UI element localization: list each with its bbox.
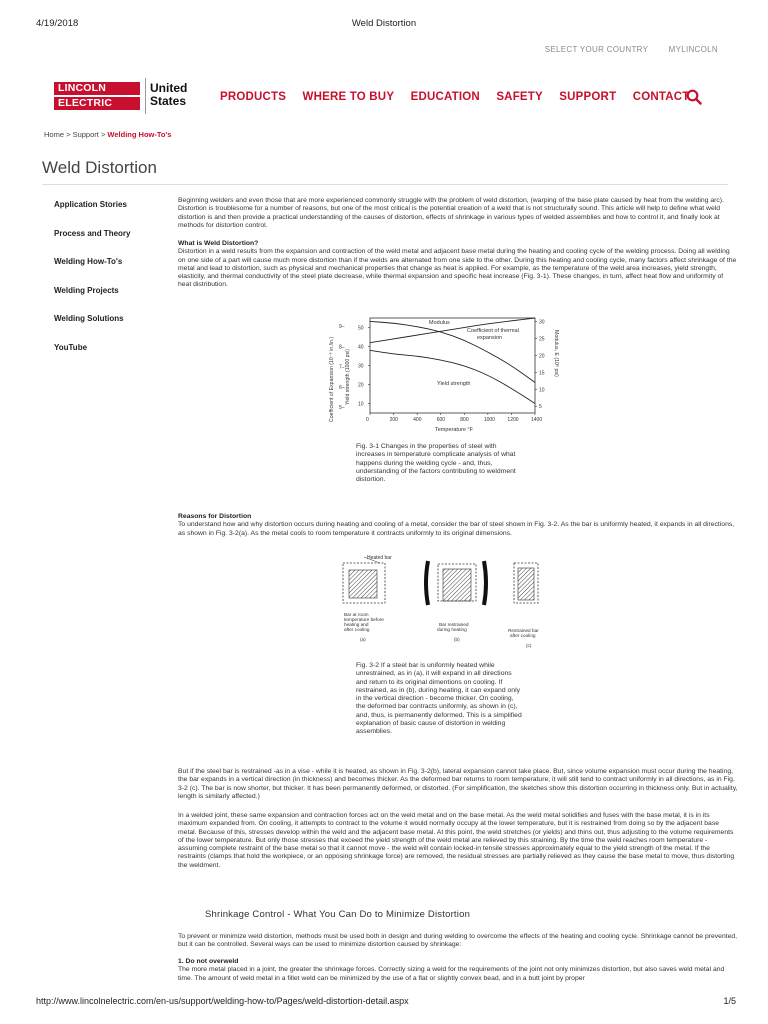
svg-text:during heating: during heating [437, 627, 467, 632]
nav-contact[interactable]: CONTACT [632, 91, 690, 103]
utility-bar [527, 45, 718, 54]
left-axis-2-tick-label: 40 [358, 344, 364, 351]
x-axis-ticks [366, 413, 542, 423]
print-url: http://www.lincolnelectric.com/en-us/support/welding-how-to/Pages/weld-distortion-detail.aspx [36, 996, 409, 1006]
sidebar-item-youtube[interactable]: YouTube [54, 342, 88, 352]
reasons-heading: Reasons for Distortion [178, 513, 252, 520]
what-is-heading: What is Weld Distortion? [178, 240, 259, 247]
right-axis-tick-label: 10 [539, 387, 545, 394]
search-icon[interactable] [686, 89, 702, 105]
right-axis-tick-label: 25 [539, 336, 545, 343]
label-modulus: Modulus [429, 320, 450, 326]
right-axis-tick-label: 30 [539, 319, 545, 326]
welded-joint-paragraph: In a welded joint, these same expansion and contraction forces act on the weld metal and on the base metal. As the weld metal solidifies and fuses with the base metal, it is in its maximum expanded from. On cooling, it attempts to contract to the volume it would normally occupy at the lower temperature, but it is restrained from doing so by the adjacent base metal. Because of this, stresses develop within the weld and the adjacent base metal. At this point, the weld stretches (or yields) and thins out, thus adjusting to the volume requirements of the lower temperature. But only those stresses that exceed the yield strength of the weld metal are relieved by this straining. By the time the weld reaches room temperature - assuming complete restraint of the base metal so that it cannot move - the weld will contain locked-in tensile stresses approximately equal to the yield strength of the metal. If the restraints (clamps that hold the workpiece, or an opposing shrinkage force) are removed, the residual stresses are partially relieved as they cause the base metal to move, thus distorting the weldment. [178, 812, 735, 869]
x-tick-label: 1000 [483, 417, 495, 423]
intro-paragraph: Beginning welders and even those that are more experienced commonly struggle with the problem of weld distortion, (warping of the base plate caused by heat from the welding arc). Distortion is troublesome for a number of reasons, but one of the most critical is the potential creation of a weld that is not structurally sound. This article will help to define what weld distortion is and then provide a practical understanding of the causes of distortion, effects of shrinkage in various types of welded assemblies and how to control it, and finally look at methods for distortion control. [178, 197, 724, 229]
print-title: Weld Distortion [351, 18, 417, 29]
left-axis-1-tick-label: 8– [339, 344, 345, 351]
label-yield: Yield strength [437, 381, 471, 387]
right-axis-ticks [535, 319, 545, 410]
restrained-paragraph: But if the steel bar is restrained -as in a vise - while it is heated, as shown in Fig. 3-2(b), lateral expansion cannot take place. But, since volume expansion must occur during the heating, the bar expands in a vertical direction (in thickness) and becomes thicker. As the deformed bar returns to room temperature, it will still tend to contract uniformly in all directions, as in Fig. 3-2 (c). The bar is now shorter, but thicker. It has been permanently deformed, or distorted. (For simplification, the sketches show this distortion occurring in thickness only. But in actuality, length is similarly affected.) [178, 768, 738, 800]
bar-c [508, 563, 539, 648]
logo-line-2: ELECTRIC [54, 97, 140, 110]
y-label-left-2: Yield strength (1000 psi) [345, 348, 351, 405]
left-axis-1-tick-label: 9– [339, 324, 345, 330]
svg-text:after cooling: after cooling [510, 633, 536, 638]
logo-line-1: LINCOLN [54, 82, 140, 95]
page-title: Weld Distortion [42, 158, 157, 177]
x-tick-label: 800 [460, 417, 469, 423]
svg-text:Bar at room: Bar at room [344, 612, 369, 617]
left-axis-1-tick-label: 6– [339, 384, 345, 391]
mylincoln-link[interactable]: MYLINCOLN [668, 45, 718, 54]
nav-support[interactable]: SUPPORT [559, 91, 617, 103]
item-1-text: The more metal placed in a joint, the greater the shrinkage forces. Correctly sizing a weld for the requirements of the joint not only minimizes distortion, but also saves weld metal and time. The amount of weld metal in a fillet weld can be minimized by the use of a flat or slightly convex bead, and in a butt joint by proper [178, 966, 725, 982]
sidebar [54, 200, 164, 371]
select-country-link[interactable]: SELECT YOUR COUNTRY [544, 45, 649, 54]
fig-3-1-chart [325, 310, 560, 434]
svg-text:heating and: heating and [344, 622, 369, 627]
left-axis-1-tick-label: 7– [339, 364, 345, 371]
x-axis-label: Temperature °F [435, 427, 473, 433]
print-page-number: 1/5 [723, 996, 736, 1006]
svg-text:temperature before: temperature before [344, 617, 384, 622]
svg-text:(a): (a) [360, 637, 366, 642]
lincoln-electric-logo[interactable] [54, 82, 140, 110]
bar-b [426, 561, 486, 642]
breadcrumb-support[interactable]: Support [72, 130, 99, 139]
svg-text:(c): (c) [526, 643, 532, 648]
label-coef: Coefficient of thermal [467, 328, 519, 334]
fig-3-2-caption: Fig. 3-2 If a steel bar is uniformly heated while unrestrained, as in (a), it will expand in all directions and return to its original dimentions on cooling. If restrained, as in (b), during heating, it can expand only in the vertical direction - become thicker. On cooling, the deformed bar contracts uniformly, as shown in (c), and, thus, is permanently deformed. This is a simplified explanation of basic cause of distortion in welding assemblies. [356, 662, 522, 736]
breadcrumb: Home > Support > Welding How-To's [44, 130, 172, 139]
left-axis-1-tick-label: 5– [339, 405, 345, 411]
right-axis-tick-label: 20 [539, 353, 545, 360]
nav-safety[interactable]: SAFETY [496, 91, 543, 103]
country-label[interactable]: United States [150, 81, 188, 108]
x-tick-label: 200 [389, 417, 398, 423]
left-axis-1-ticks [339, 324, 345, 411]
y-label-right: Modulus, E (10⁶ psi) [553, 330, 559, 377]
svg-text:Bar restrained: Bar restrained [439, 622, 469, 627]
x-tick-label: 400 [413, 417, 422, 423]
fig-3-1-caption: Fig. 3-1 Changes in the properties of steel with increases in temperature complicate analysis of what happens during the welding cycle - and, thus, understanding of the factors contributing to weldment distortion. [356, 443, 516, 484]
sidebar-item-welding-projects[interactable]: Welding Projects [54, 285, 119, 295]
breadcrumb-home[interactable]: Home [44, 130, 65, 139]
what-is-section [178, 240, 738, 290]
x-tick-label: 1400 [531, 417, 543, 423]
left-axis-2-ticks [358, 326, 370, 408]
x-tick-label: 0 [366, 417, 369, 423]
breadcrumb-current[interactable]: Welding How-To's [107, 130, 172, 139]
shrinkage-heading: Shrinkage Control - What You Can Do to Minimize Distortion [205, 909, 471, 920]
site-header [52, 78, 712, 118]
fig-3-2-diagram [340, 555, 555, 655]
left-axis-2-tick-label: 20 [358, 382, 364, 389]
sidebar-item-application-stories[interactable]: Application Stories [54, 200, 127, 209]
title-divider [42, 184, 728, 185]
main-nav [220, 91, 702, 103]
nav-products[interactable]: PRODUCTS [220, 91, 287, 103]
sidebar-item-welding-how-tos[interactable]: Welding How-To's [54, 257, 123, 266]
x-tick-label: 1200 [507, 417, 519, 423]
left-axis-2-tick-label: 30 [358, 363, 364, 370]
left-axis-2-tick-label: 50 [358, 325, 364, 332]
svg-text:Restrained bar: Restrained bar [508, 628, 539, 633]
x-tick-label: 600 [436, 417, 446, 423]
series-line-2 [370, 350, 535, 403]
svg-text:Heated bar: Heated bar [367, 555, 392, 561]
reasons-section [178, 513, 738, 538]
right-axis-tick-label: 15 [539, 370, 545, 377]
what-is-text: Distortion in a weld results from the expansion and contraction of the weld metal and adjacent base metal during the heating and cooling cycle of the welding process. Doing all welding on one side of a part will cause much more distortion than if the welds are alternated from one side to the other. During this heating and cooling cycle, many factors affect shrinkage of the metal and lead to distortion, such as physical and mechanical properties that change as heat is applied. For example, as the temperature of the weld area increases, yield strength, elasticity, and thermal conductivity of the steel plate decrease, while thermal expansion and specific heat increase (Fig. 3-1). These changes, in turn, affect heat flow and uniformity of heat distribution. [178, 248, 737, 289]
shrinkage-text: To prevent or minimize weld distortion, methods must be used both in design and during welding to overcome the effects of the heating and cooling cycle. Shrinkage cannot be prevented, but it can be controlled. Several ways can be used to minimize distortion caused by shrinkage: [178, 933, 738, 949]
sidebar-item-process-and-theory[interactable]: Process and Theory [54, 228, 131, 238]
logo-divider [145, 78, 146, 114]
bar-a [343, 555, 392, 642]
print-date: 4/19/2018 [36, 18, 79, 29]
shrinkage-item-1 [178, 958, 738, 983]
sidebar-item-welding-solutions[interactable]: Welding Solutions [54, 314, 124, 323]
nav-where-to-buy[interactable]: WHERE TO BUY [302, 91, 395, 103]
right-axis-tick-label: 5 [539, 404, 542, 411]
item-1-heading: 1. Do not overweld [178, 958, 239, 965]
svg-text:after cooling: after cooling [344, 627, 370, 632]
svg-text:(b): (b) [454, 637, 460, 642]
label-coef-2: expansion [477, 335, 503, 341]
y-label-left-1: Coefficient of Expansion (10⁻⁶ in./in.) [329, 336, 335, 422]
nav-education[interactable]: EDUCATION [410, 91, 480, 103]
reasons-text: To understand how and why distortion occurs during heating and cooling of a metal, consider the bar of steel shown in Fig. 3-2. As the bar is uniformly heated, it expands in all directions, as shown in Fig. 3-2(a). As the metal cools to room temperature it contracts uniformly to its original dimensions. [178, 521, 735, 537]
left-axis-2-tick-label: 10 [358, 401, 364, 408]
